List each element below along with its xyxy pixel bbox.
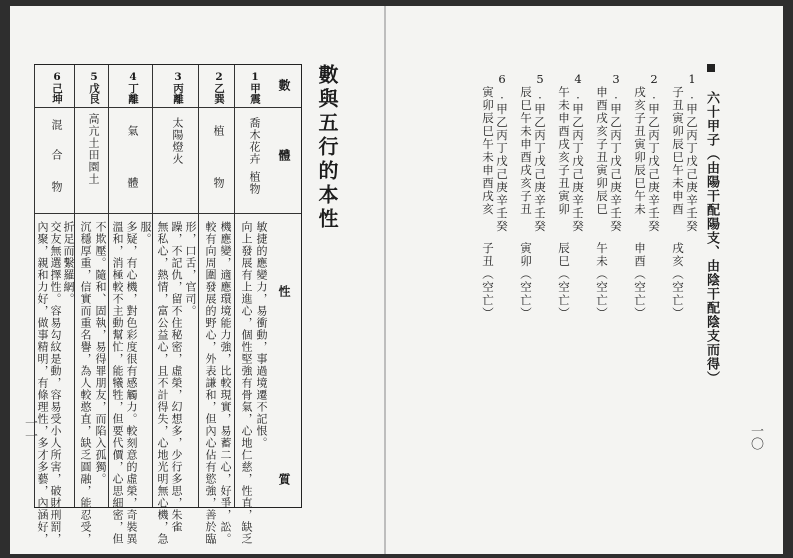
group-branches: 午未申酉戌亥子丑寅卯 [557,86,571,216]
group-2-branches [632,86,647,320]
group-branches: 申酉戌亥子丑寅卯辰巳 [595,86,609,216]
group-2-stems [646,72,661,233]
group-stems: 甲乙丙丁戊己庚辛壬癸 [571,103,585,233]
five-elements-table [34,64,302,545]
group-6-stems [494,72,509,233]
row-nature-1: 較有向周圍發展的野心，外表謙和，但內心佔有慾強，善於臨 [204,221,217,545]
row-nature-3: 形，口舌，官司。 [184,221,197,317]
row-body-2: 合 [50,149,63,161]
row-nature-1: 沉穩厚重，信實而重名譽，為人較憨直，缺乏圓融，能忍受， [79,221,92,545]
row-nature-2: 機應變，適應環境能力強，比較現實，易蓄二心，好爭，訟。 [219,221,232,545]
group-stems: 甲乙丙丁戊己庚辛壬癸 [495,103,509,233]
section-title: 六十甲子（由陽干配陽支、由陰干配陰支而得） [704,91,719,385]
group-stems: 甲乙丙丁戊己庚辛壬癸 [533,103,547,233]
group-number: 5. [533,72,547,103]
group-3-stems [608,72,623,233]
row-body-1: 太陽燈火 [171,117,184,165]
group-void: 子丑（空亡） [481,242,495,320]
header-column [271,65,301,507]
row-nature-1: 無私心，熱情，富公益心，且不計得失，心地光明無心機，急 [156,221,169,545]
row-body-2: 物 [212,177,225,189]
row-nature-1: 向上發展有上進心，個性堅強有骨氣，心地仁慈，性直，缺乏 [240,221,253,545]
group-5-stems [532,72,547,233]
right-page [386,6,783,554]
table-row [234,65,271,545]
row-body-2: 體 [126,177,139,189]
table-row [74,65,109,545]
row-body-1: 高亢土田園土 [87,113,100,185]
row-nature-2: 交友無選擇性。容易勾紋是動，容易受小人所害，破財刑罰， [49,221,62,545]
square-bullet-icon [707,64,715,72]
row-nature-2: 不欺壓。隨和、固執，易得罪朋友，而陷入孤獨。 [94,221,107,485]
group-stems: 甲乙丙丁戊己庚辛壬癸 [647,103,661,233]
row-body-1: 植 [212,125,225,137]
row-num-name: 2乙巽 [213,71,225,104]
group-branches: 辰巳午未申酉戌亥子丑 [519,86,533,216]
group-branches: 子丑寅卯辰巳午未申酉 [671,86,685,216]
header-number: 數 [277,79,291,91]
row-body-2: 植物 [248,171,261,195]
row-nature-1: 溫和，消極較不主動幫忙，能犧牲，但要代價，心思細密，但 [111,221,124,545]
header-body: 體 [277,149,291,161]
group-stems: 甲乙丙丁戊己庚辛壬癸 [685,103,699,233]
group-1-branches [670,86,685,320]
header-nature-a: 性 [277,285,291,297]
header-nature [276,285,293,485]
group-branches: 寅卯辰巳午未申酉戌亥 [481,86,495,216]
row-nature-3: 服。 [139,221,152,245]
group-void: 辰巳（空亡） [557,242,571,320]
row-body-3: 物 [50,181,63,193]
group-number: 1. [685,72,699,103]
group-6-branches [480,86,495,320]
group-void: 寅卯（空亡） [519,242,533,320]
group-3-branches [594,86,609,320]
header-nature-b: 質 [277,473,291,485]
table-row [108,65,153,545]
row-body-1: 喬木花卉 [248,117,261,165]
group-number: 2. [647,72,661,103]
group-number: 4. [571,72,585,103]
group-stems: 甲乙丙丁戊己庚辛壬癸 [609,103,623,233]
group-4-branches [556,86,571,320]
left-page [10,6,386,554]
group-branches: 戌亥子丑寅卯辰巳午未 [633,86,647,216]
row-nature-2: 敏捷的應變力，易衝動，事過境遷不記恨。 [255,221,268,449]
group-void: 申酉（空亡） [633,242,647,320]
group-number: 3. [609,72,623,103]
table-row [34,65,75,545]
row-num-name: 3丙離 [172,71,184,104]
group-5-branches [518,86,533,320]
row-num-name: 4丁離 [127,71,139,104]
row-body-1: 氣 [126,125,139,137]
group-1-stems [684,72,699,233]
row-body-1: 混 [50,119,63,131]
group-void: 戌亥（空亡） [671,242,685,320]
row-num-name: 1甲震 [249,71,261,104]
row-nature-1: 內聚，親和力好，做事精明，有條理性，多才多藝，內涵好， [36,221,49,545]
page-number: 一一 [22,416,37,442]
row-nature-2: 多疑，有心機，對色彩度很有感觸力。較刻意的虛榮，奇裝異 [125,221,138,545]
table-row [198,65,235,545]
row-nature-3: 折足而繫羅網。 [62,221,75,305]
group-void: 午未（空亡） [595,242,609,320]
table-row [152,65,199,545]
row-num-name: 6己坤 [51,71,63,104]
row-num-name: 5戊艮 [88,71,100,104]
page-title: 數與五行的本性 [315,64,339,232]
section-heading [702,64,721,385]
row-nature-2: 躁，不記仇，留不住秘密，虛榮，幻想多，少行多思，朱雀 [170,221,183,533]
group-number: 6. [495,72,509,103]
page-number: 一〇 [748,424,763,450]
group-4-stems [570,72,585,233]
